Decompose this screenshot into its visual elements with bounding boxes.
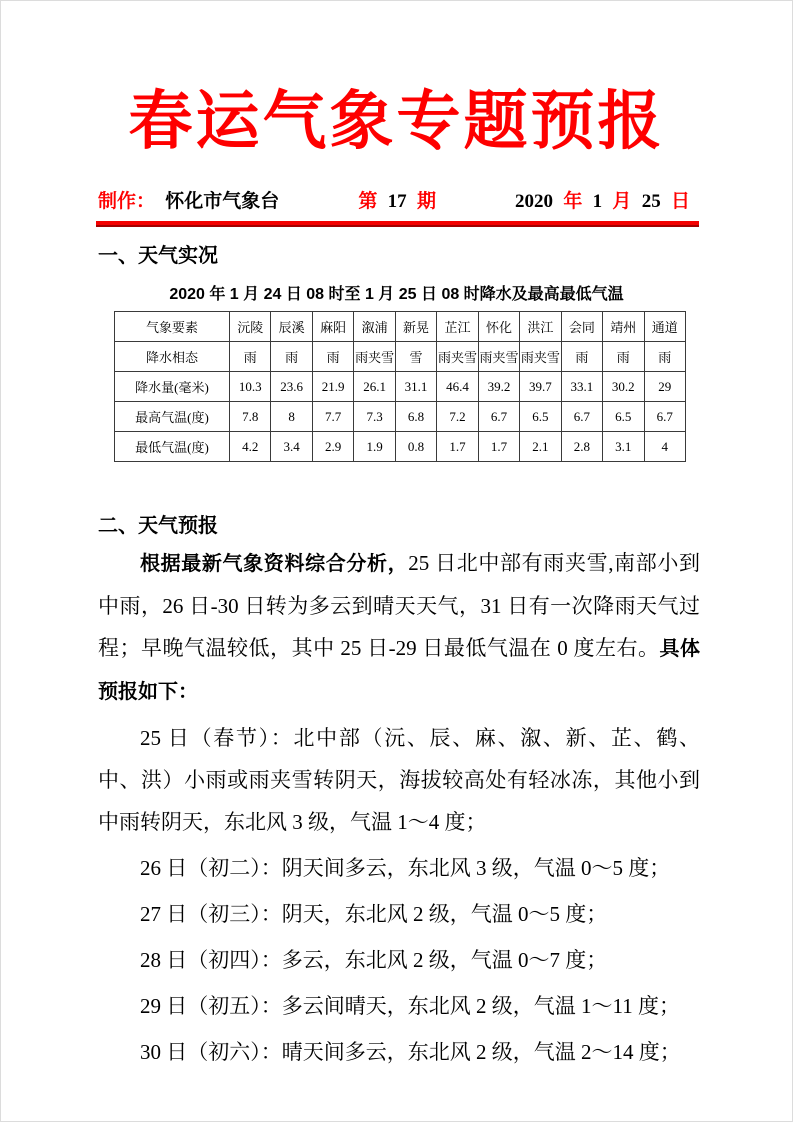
intro-tail-bold: 具体预报如下： [98, 638, 700, 704]
issue-prefix: 第 [358, 191, 378, 213]
forecast-line-day30: 30 日（初六）：晴天间多云，东北风 2 级，气温 2～14 度； [140, 1040, 681, 1065]
table-cell: 降水量(毫米) [115, 372, 230, 402]
table-cell: 最低气温(度) [115, 432, 230, 462]
date-month-unit: 月 [612, 191, 632, 213]
table-cell: 溆浦 [354, 312, 395, 342]
table-cell: 6.7 [478, 402, 519, 432]
table-cell: 29 [644, 372, 685, 402]
table-cell: 4.2 [230, 432, 271, 462]
table-cell: 雨夹雪 [478, 342, 519, 372]
table-cell: 雨夹雪 [354, 342, 395, 372]
table-cell: 1.7 [478, 432, 519, 462]
table-cell: 雨 [271, 342, 312, 372]
table-row [115, 402, 686, 432]
forecast-line-day27: 27 日（初三）：阴天，东北风 2 级，气温 0～5 度； [140, 902, 608, 927]
forecast-line-day28: 28 日（初四）：多云，东北风 2 级，气温 0～7 度； [140, 948, 608, 973]
table-cell: 辰溪 [271, 312, 312, 342]
table-cell: 最高气温(度) [115, 402, 230, 432]
table-cell: 雪 [395, 342, 436, 372]
table-cell: 6.8 [395, 402, 436, 432]
table-cell: 新晃 [395, 312, 436, 342]
table-cell: 39.7 [520, 372, 561, 402]
table-cell: 靖州 [603, 312, 644, 342]
table-cell: 雨 [561, 342, 602, 372]
table-cell: 3.4 [271, 432, 312, 462]
table-cell: 沅陵 [230, 312, 271, 342]
table-cell: 26.1 [354, 372, 395, 402]
table-cell: 10.3 [230, 372, 271, 402]
table-cell: 2.9 [312, 432, 353, 462]
header-rule-divider [96, 221, 699, 227]
table-cell: 1.7 [437, 432, 478, 462]
producer-label: 制作： [98, 191, 156, 213]
table-cell: 21.9 [312, 372, 353, 402]
forecast-line-day25: 25 日（春节）：北中部（沅、辰、麻、溆、新、芷、鹤、中、洪）小雨或雨夹雪转阴天，海拔较高处有轻冰冻，其他小到中雨转阴天，东北风 3 级，气温 1～4 度； [98, 726, 700, 835]
date-info [515, 186, 690, 213]
table-cell: 46.4 [437, 372, 478, 402]
table-cell: 雨 [230, 342, 271, 372]
table-header-row [115, 312, 686, 342]
table-cell: 6.5 [603, 402, 644, 432]
date-month: 1 [592, 191, 603, 213]
table-cell: 7.8 [230, 402, 271, 432]
table-cell: 通道 [644, 312, 685, 342]
table-cell: 7.2 [437, 402, 478, 432]
table-cell: 3.1 [603, 432, 644, 462]
table-cell: 6.7 [644, 402, 685, 432]
document-title: 春运气象专题预报 [128, 86, 665, 157]
date-year: 2020 [515, 191, 554, 213]
weather-observation-table [114, 311, 686, 462]
table-cell: 0.8 [395, 432, 436, 462]
table-cell: 4 [644, 432, 685, 462]
table-cell: 33.1 [561, 372, 602, 402]
table-cell: 降水相态 [115, 342, 230, 372]
table-cell: 麻阳 [312, 312, 353, 342]
document-meta-row [98, 186, 690, 213]
table-cell: 1.9 [354, 432, 395, 462]
date-day-unit: 日 [670, 191, 690, 213]
table-row [115, 372, 686, 402]
table-cell: 洪江 [520, 312, 561, 342]
issue-suffix: 期 [416, 191, 436, 213]
section-1-heading: 一、天气实况 [98, 245, 218, 268]
table-cell: 雨 [312, 342, 353, 372]
table-cell: 31.1 [395, 372, 436, 402]
table-cell: 6.7 [561, 402, 602, 432]
producer-info [98, 186, 279, 213]
producer-name: 怀化市气象台 [165, 191, 280, 213]
table-cell: 2.1 [520, 432, 561, 462]
table-cell: 芷江 [437, 312, 478, 342]
table-cell: 7.7 [312, 402, 353, 432]
table-cell: 会同 [561, 312, 602, 342]
table-cell: 23.6 [271, 372, 312, 402]
table-row [115, 342, 686, 372]
forecast-intro-paragraph [98, 542, 700, 713]
table-cell: 2.8 [561, 432, 602, 462]
table-cell: 雨夹雪 [520, 342, 561, 372]
date-day: 25 [641, 191, 661, 213]
table-cell: 雨 [644, 342, 685, 372]
table-cell: 6.5 [520, 402, 561, 432]
issue-info [358, 186, 436, 213]
table-cell: 7.3 [354, 402, 395, 432]
date-year-unit: 年 [563, 191, 583, 213]
forecast-line-day26: 26 日（初二）：阴天间多云，东北风 3 级，气温 0～5 度； [140, 856, 671, 881]
table-row [115, 432, 686, 462]
table-cell: 8 [271, 402, 312, 432]
table-cell: 雨 [603, 342, 644, 372]
table-cell: 气象要素 [115, 312, 230, 342]
table-cell: 39.2 [478, 372, 519, 402]
section-2-heading: 二、天气预报 [98, 515, 218, 538]
weather-table-title: 2020 年 1 月 24 日 08 时至 1 月 25 日 08 时降水及最高最低气温 [169, 286, 624, 304]
table-cell: 30.2 [603, 372, 644, 402]
forecast-line-day29: 29 日（初五）：多云间晴天，东北风 2 级，气温 1～11 度； [140, 994, 680, 1019]
table-cell: 雨夹雪 [437, 342, 478, 372]
table-cell: 怀化 [478, 312, 519, 342]
intro-lead-bold: 根据最新气象资料综合分析， [140, 553, 409, 576]
intro-body-text: 25 日北中部有雨夹雪,南部小到中雨，26 日-30 日转为多云到晴天天气，31 日有一次降雨天气过程；早晚气温较低，其中 25 日-29 日最低气温在 0 度左右。 [98, 551, 700, 661]
issue-number: 17 [387, 191, 407, 213]
forecast-section [1, 509, 792, 1073]
